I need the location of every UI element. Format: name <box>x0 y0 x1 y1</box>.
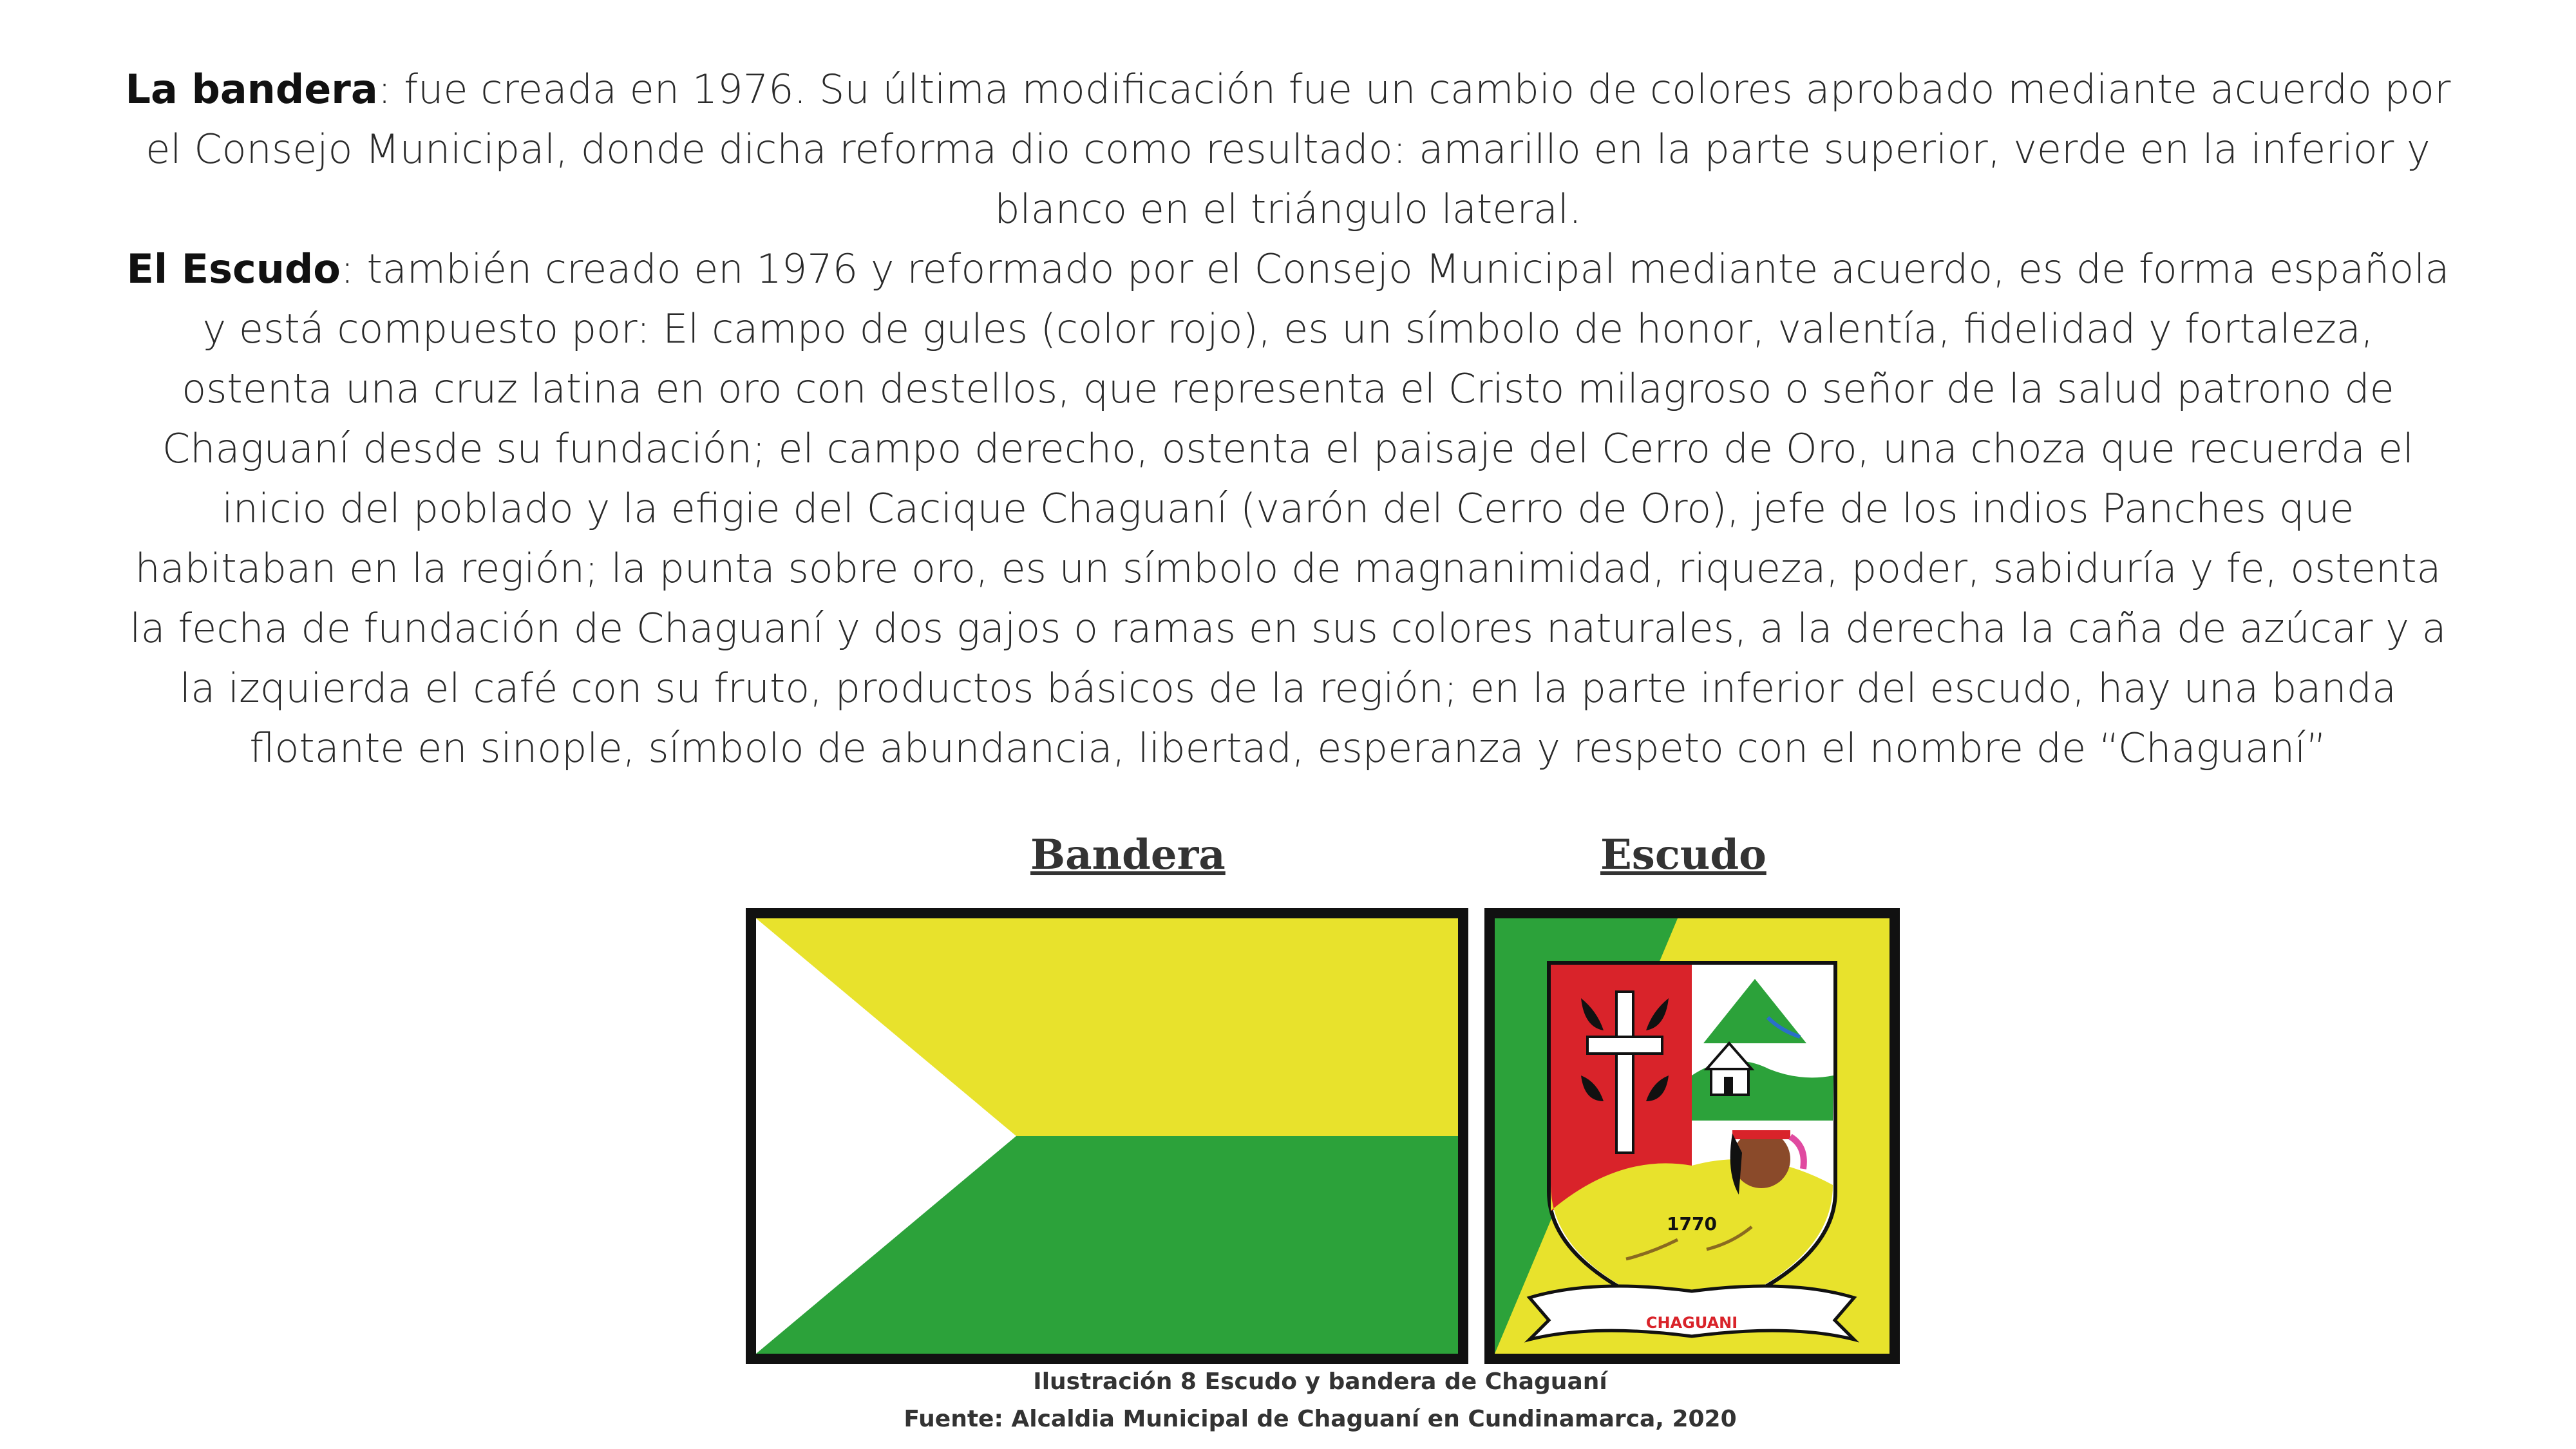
shield-ribbon-text: CHAGUANI <box>1645 1314 1738 1332</box>
cross-horizontal <box>1587 1037 1662 1054</box>
shield-image <box>1484 908 1900 1364</box>
escudo-text: : también creado en 1976 y reformado por el Consejo Municipal mediante acuerdo, es de forma española y está compuesto por: El campo de gules (color rojo), es un símbolo de honor, valentía, fidelidad y fortaleza, ostenta una cruz latina en oro con destellos, que representa el Cristo milagroso o señor de la salud patrono de Chaguaní desde su fundación; el campo derecho, ostenta el paisaje del Cerro de Oro, una choza que recuerda el inicio del poblado y la efigie del Cacique Chaguaní (varón del Cerro de Oro), jefe de los indios Panches que habitaban en la región; la punta sobre oro, es un símbolo de magnanimidad, riqueza, poder, sabiduría y fe, ostenta la fecha de fundación de Chaguaní y dos gajos o ramas en sus colores naturales, a la derecha la caña de azúcar y a la izquierda el café con su fruto, productos básicos de la región; en la parte inferior del escudo, hay una banda flotante en sinople, símbolo de abundancia, libertad, esperanza y respeto con el nombre de “Chaguaní” <box>129 245 2450 772</box>
flag-title: Bandera <box>1030 831 1226 879</box>
flag-svg <box>746 908 1468 1364</box>
bandera-paragraph <box>122 59 2454 239</box>
body-text <box>122 59 2454 778</box>
flag-image <box>746 908 1468 1364</box>
cross-vertical <box>1616 992 1633 1153</box>
shield-title: Escudo <box>1600 831 1766 879</box>
bandera-label: La bandera <box>125 66 378 113</box>
bandera-text: : fue creada en 1976. Su última modificación fue un cambio de colores aprobado mediante acuerdo por el Consejo Municipal, donde dicha reforma dio como resultado: amarillo en la parte superior, verde en la inferior y blanco en el triángulo lateral. <box>146 66 2451 232</box>
figure-caption: Ilustración 8 Escudo y bandera de Chaguaní <box>1033 1368 1607 1395</box>
shield-svg <box>1484 908 1900 1364</box>
escudo-paragraph <box>122 239 2454 778</box>
escudo-label: El Escudo <box>126 245 341 292</box>
shield-year: 1770 <box>1667 1213 1717 1235</box>
figure-source: Fuente: Alcaldia Municipal de Chaguaní en Cundinamarca, 2020 <box>904 1406 1737 1432</box>
